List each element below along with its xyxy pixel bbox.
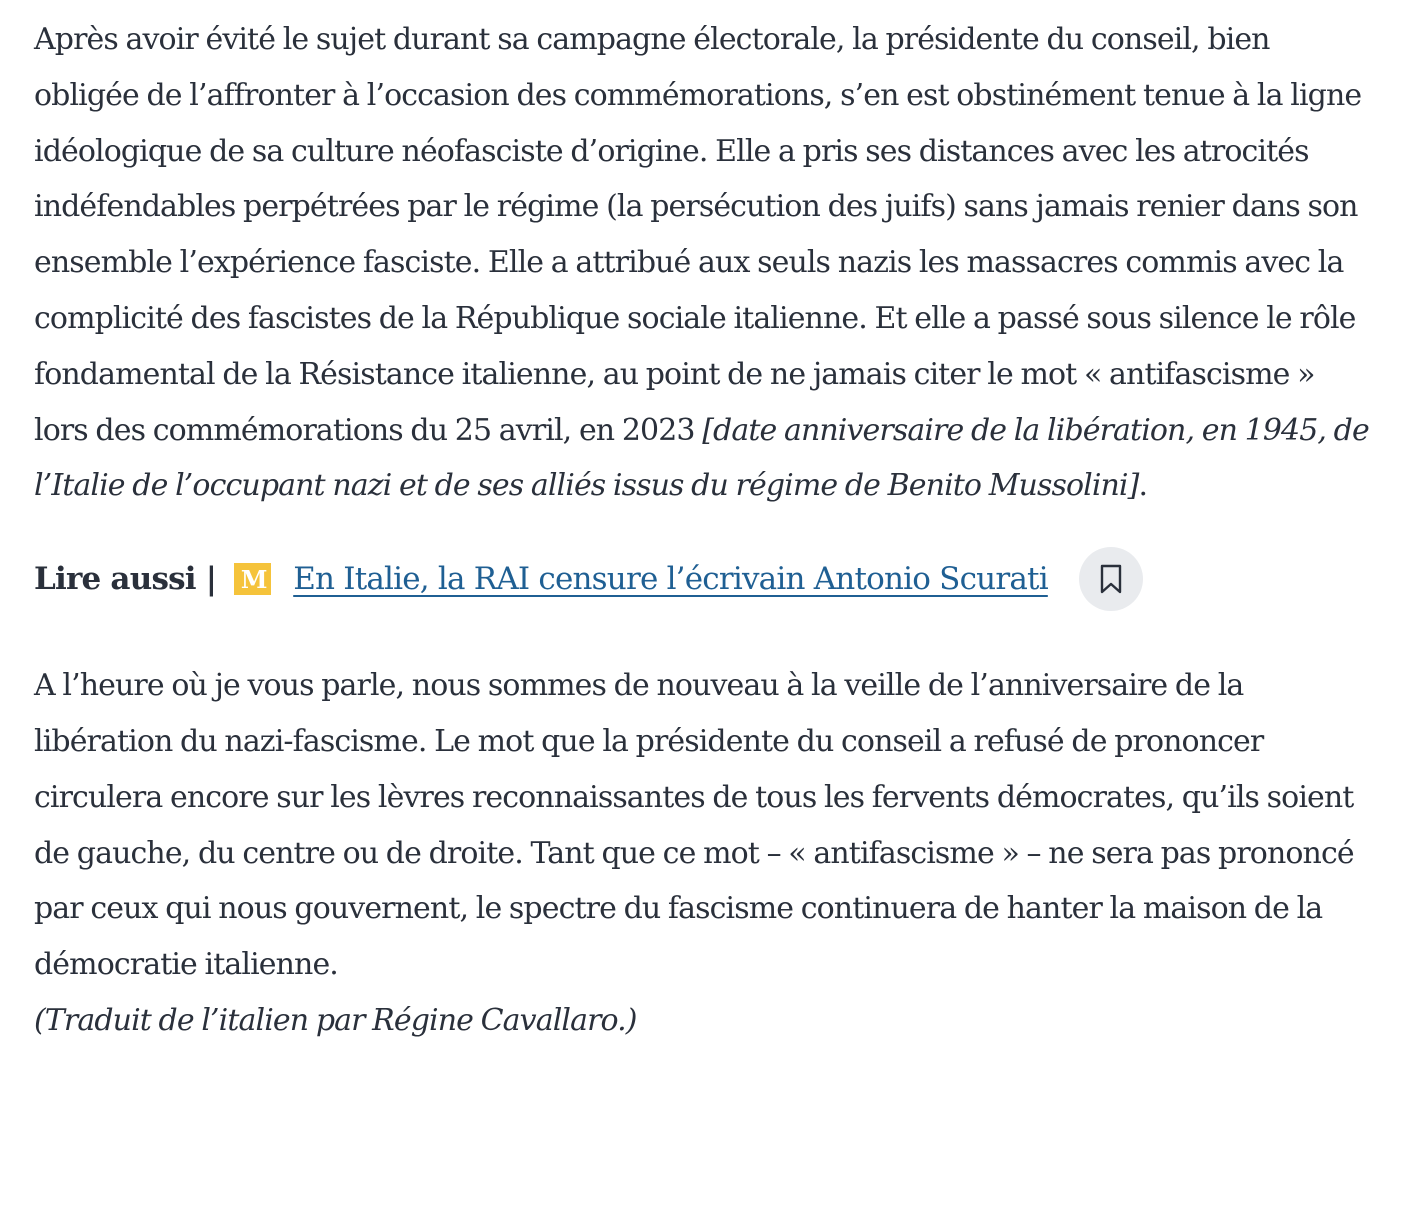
translation-credit-text: (Traduit de l’italien par Régine Cavallaro.): [34, 1002, 637, 1038]
read-also-link[interactable]: En Italie, la RAI censure l’écrivain Antonio Scurati: [293, 561, 1048, 598]
translation-credit: [34, 993, 1374, 1049]
logo-letter: M: [240, 564, 265, 594]
article-paragraph: A l’heure où je vous parle, nous sommes de nouveau à la veille de l’anniversaire de la libération du nazi-fascisme. Le mot que la présidente du conseil a refusé de prononcer circulera encore sur les lèvres reconnaissantes de tous les fervents démocrates, qu’ils soient de gauche, du centre ou de droite. Tant que ce mot – « antifascisme » – ne sera pas prononcé par ceux qui nous gouvernent, le spectre du fascisme continuera de hanter la maison de la démocratie italienne.: [34, 668, 1354, 983]
read-also-label: Lire aussi |: [34, 561, 217, 598]
bookmark-button[interactable]: [1079, 547, 1143, 611]
read-also-block: [34, 545, 1374, 613]
paragraph-text: Après avoir évité le sujet durant sa campagne électorale, la présidente du conseil, bien obligée de l’affronter à l’occasion des commémorations, s’en est obstinément tenue à la ligne idéologique de sa culture néofasciste d’origine. Elle a pris ses distances avec les atrocités indéfendables perpétrées par le régime (la persécution des juifs) sans jamais renier dans son ensemble l’expérience fasciste. Elle a attribué aux seuls nazis les massacres commis avec la complicité des fascistes de la République sociale italienne. Et elle a passé sous silence le rôle fondamental de la Résistance italienne, au point de ne jamais citer le mot « antifascisme » lors des commémorations du 25 avril, en 2023: [34, 22, 1362, 448]
editor-note: [date anniversaire de la libération, en 1945, de l’Italie de l’occupant nazi et de ses alliés issus du régime de Benito Mussolini]: [34, 412, 1369, 504]
le-monde-logo-icon: [234, 563, 271, 595]
article-paragraph: [34, 12, 1374, 514]
paragraph-end: .: [1138, 468, 1148, 504]
article-body: [34, 12, 1374, 1049]
bookmark-icon: [1100, 564, 1122, 594]
